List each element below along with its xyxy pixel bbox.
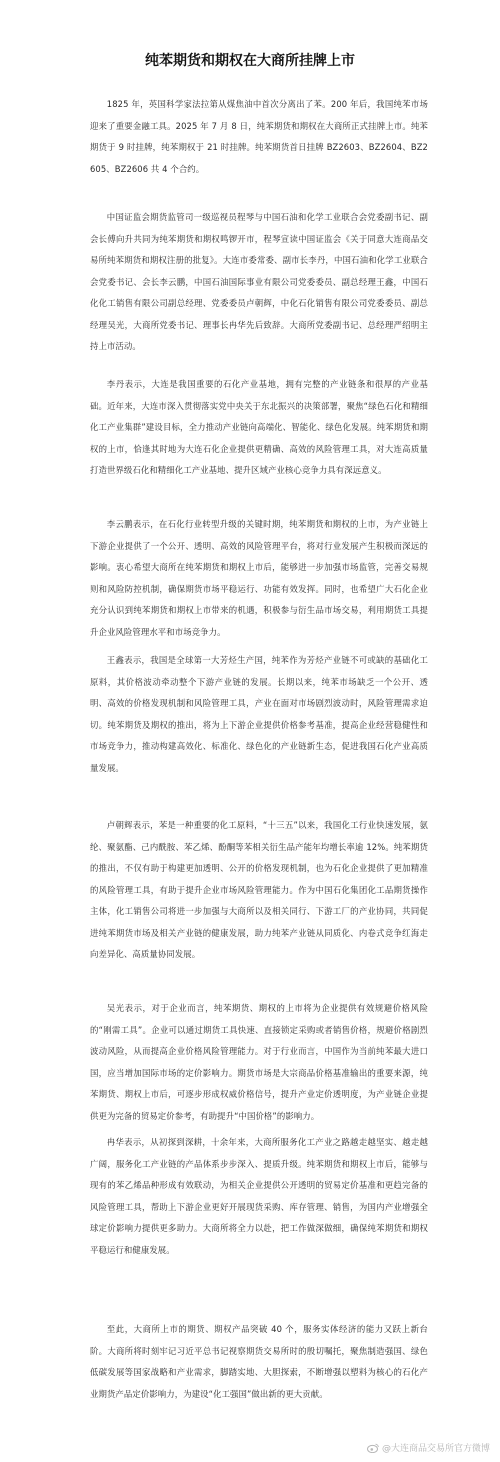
- paragraph-li-yunpeng: 李云鹏表示，在石化行业转型升级的关键时期，纯苯期货和期权的上市，为产业链上下游企业提供了一个公开、透明、高效的风险管理平台，将对行业发展产生积极而深远的影响。衷心希望大商所在纯苯期货和期权上市后，能够进一步加强市场监管，完善交易规则和风险防控机制，确保期货市场平稳运行、功能有效发挥。同时，也希望广大石化企业充分认识到纯苯期货和期权上市带来的机遇，积极参与衍生品市场交易，利用期货工具提升企业风险管理水平和市场竞争力。: [90, 519, 428, 637]
- paragraph-conclusion: 至此，大商所上市的期货、期权产品突破 40 个，服务实体经济的能力又跃上新台阶。大商所将时刻牢记习近平总书记视察期货交易所时的殷切嘱托，聚焦制造强国、绿色低碳发展等国家战略和产业需求，脚踏实地、大胆探索，不断增强以塑料为核心的石化产业期货产品定价影响力，为建设“化工强国”做出新的更大贡献。: [90, 1324, 428, 1399]
- paragraph-intro: 1825 年，英国科学家法拉第从煤焦油中首次分离出了苯。200 年后，我国纯苯市场迎来了重要金融工具。2025 年 7 月 8 日，纯苯期货和期权在大商所正式挂牌上市。纯苯期货于 9 时挂牌，纯苯期权于 21 时挂牌。纯苯期货首日挂牌 BZ2603、BZ2604、BZ2605、BZ2606 共 4 个合约。: [90, 99, 428, 174]
- paragraph-ran-hua: 冉华表示，从初探到深耕，十余年来，大商所服务化工产业之路越走越坚实、越走越广阔，服务化工产业链的产品体系步步深入、提质升级。纯苯期货和期权上市后，能够与现有的苯乙烯品种形成有效联动，为相关企业提供公开透明的贸易定价基准和更趋完备的风险管理工具，帮助上下游企业更好开展现货采购、库存管理、销售，为国内产业增强全球定价影响力提供更多助力。大商所将全力以赴，把工作做深做细，确保纯苯期货和期权平稳运行和健康发展。: [90, 1137, 428, 1255]
- weibo-icon: [367, 1443, 379, 1453]
- paragraph-wu-guang: 吴光表示，对于企业而言，纯苯期货、期权的上市将为企业提供有效规避价格风险的“刚需工具”。企业可以通过期货工具快速、直接锁定采购或者销售价格，规避价格剧烈波动风险，从而提高企业价格风险管理能力。对于行业而言，中国作为当前纯苯最大进口国，应当增加国际市场的定价影响力。期货市场是大宗商品价格基准输出的重要来源，纯苯期货、期权上市后，可逐步形成权威价格信号，提升产业定价透明度，为产业链企业提供更为完备的贸易定价参考，有助提升“中国价格”的影响力。: [90, 1003, 428, 1121]
- paragraph-wang-xin: 王鑫表示，我国是全球第一大芳烃生产国，纯苯作为芳烃产业链不可或缺的基础化工原料，其价格波动牵动整个下游产业链的发展。长期以来，纯苯市场缺乏一个公开、透明、高效的价格发现机制和风险管理工具，产业在面对市场剧烈波动时，风险管理需求迫切。纯苯期货及期权的推出，将为上下游企业提供价格参考基准，提高企业经营稳健性和市场竞争力，推动构建高效化、标准化、绿色化的产业链新生态，促进我国石化产业高质量发展。: [90, 655, 428, 773]
- paragraph-li-dan: 李丹表示，大连是我国重要的石化产业基地，拥有完整的产业链条和很厚的产业基础。近年来，大连市深入贯彻落实党中央关于东北振兴的决策部署，聚焦“绿色石化和精细化工产业集群”建设目标，全力推动产业链向高端化、智能化、绿色化发展。纯苯期货和期权的上市，恰逢其时地为大连石化企业提供更精确、高效的风险管理工具，对大连高质量打造世界级石化和精细化工产业基地、提升区域产业核心竞争力具有深远意义。: [90, 379, 428, 475]
- watermark-text: @大连商品交易所官方微博: [381, 1444, 490, 1454]
- article-title: 纯苯期货和期权在大商所挂牌上市: [145, 53, 355, 69]
- paragraph-lu-chaohui: 卢朝辉表示，苯是一种重要的化工原料，“十三五”以来，我国化工行业快速发展，氨纶、聚氨酯、己内酰胺、苯乙烯、酚酮等苯相关衍生品产能年均增长率逾 12%。纯苯期货的推出，不仅有助于构建更加透明、公开的价格发现机制，也为石化企业提供了更加精准的风险管理工具，有助于提升企业市场风险管理能力。作为中国石化集团化工品期货操作主体，化工销售公司将进一步加强与大商所以及相关同行、下游工厂的产业协同，共同促进纯苯期货市场及相关产业链的健康发展，助力纯苯产业链从同质化、内卷式竞争红海走向差异化、高质量协同发展。: [90, 820, 428, 959]
- paragraph-ceremony: 中国证监会期货监管司一级巡视员程琴与中国石油和化学工业联合会党委副书记、副会长傅向升共同为纯苯期货和期权鸣锣开市，程琴宣读中国证监会《关于同意大连商品交易所纯苯期货和期权注册的批复》。大连市委常委、副市长李丹，中国石油和化学工业联合会党委书记、会长李云鹏，中国石油国际事业有限公司党委委员、副总经理王鑫，中国石化化工销售有限公司副总经理、党委委员卢朝辉，中化石化销售有限公司党委委员、副总经理吴光，大商所党委书记、理事长冉华先后致辞。大商所党委副书记、总经理严绍明主持上市活动。: [90, 212, 428, 351]
- watermark: [367, 1441, 490, 1454]
